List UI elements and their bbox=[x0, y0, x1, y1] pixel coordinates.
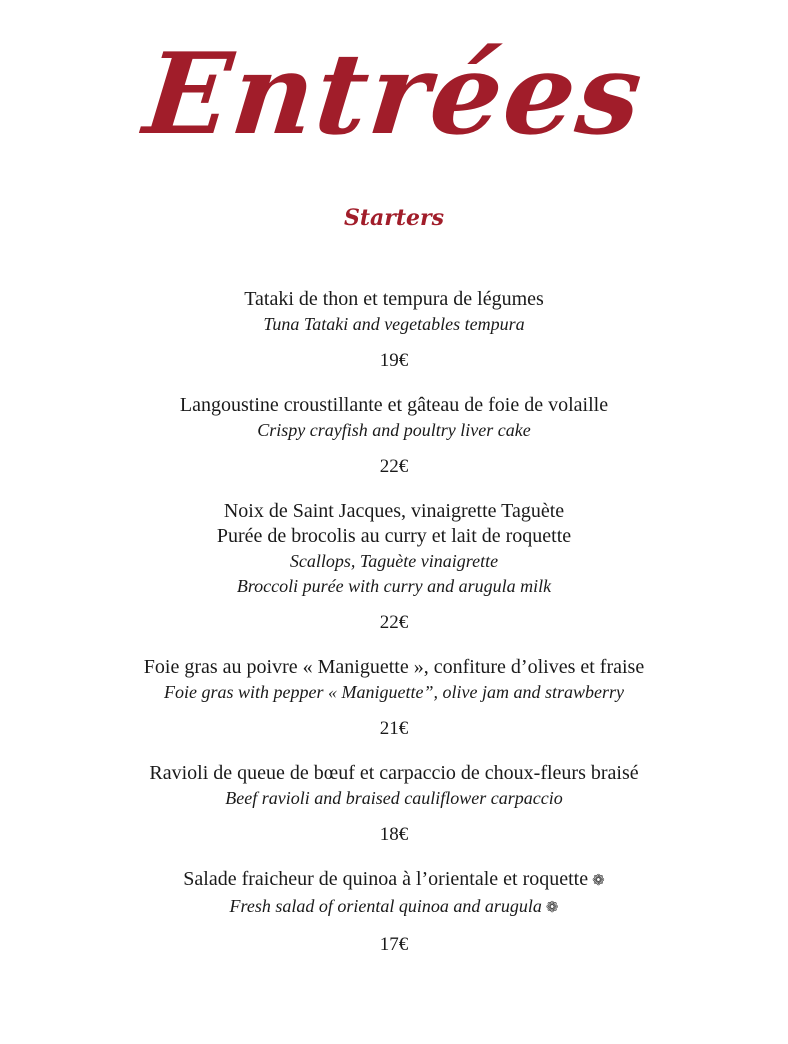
dish-name-fr: Langoustine croustillante et gâteau de foie de volaille bbox=[179, 394, 609, 416]
menu-item bbox=[0, 393, 788, 479]
menu-item bbox=[0, 499, 788, 635]
dish-name-fr: Foie gras au poivre « Maniguette », confiture d’olives et fraise bbox=[143, 656, 645, 678]
dish-price: 22€ bbox=[379, 456, 409, 477]
dish-name-en: Scallops, Taguète vinaigrette bbox=[289, 551, 499, 571]
dish-name-fr: Salade fraicheur de quinoa à l’orientale et roquette bbox=[183, 868, 589, 890]
dish-name-fr-row bbox=[0, 867, 788, 894]
menu-item bbox=[0, 655, 788, 741]
page-title: Entrées bbox=[138, 29, 650, 160]
dish-name-fr: Purée de brocolis au curry et lait de roquette bbox=[216, 525, 572, 547]
vegetarian-flower-icon: ❁ bbox=[592, 873, 605, 889]
page-subtitle: Starters bbox=[343, 205, 445, 231]
dish-name-fr: Noix de Saint Jacques, vinaigrette Taguète bbox=[223, 500, 565, 522]
dish-price: 21€ bbox=[379, 718, 409, 739]
menu-item bbox=[0, 761, 788, 847]
vegetarian-flower-icon: ❁ bbox=[545, 900, 559, 916]
menu-list bbox=[0, 287, 788, 977]
dish-name-en-row bbox=[0, 894, 788, 921]
dish-name-en: Broccoli purée with curry and arugula milk bbox=[236, 576, 552, 596]
menu-item bbox=[0, 287, 788, 373]
dish-price: 18€ bbox=[379, 824, 409, 845]
dish-name-en: Tuna Tataki and vegetables tempura bbox=[263, 314, 525, 334]
dish-name-fr: Tataki de thon et tempura de légumes bbox=[244, 288, 544, 310]
dish-price: 19€ bbox=[379, 350, 409, 371]
dish-name-en: Beef ravioli and braised cauliflower carpaccio bbox=[225, 788, 563, 808]
dish-price: 22€ bbox=[379, 612, 409, 633]
menu-item bbox=[0, 867, 788, 957]
dish-price: 17€ bbox=[379, 934, 409, 955]
dish-name-en: Fresh salad of oriental quinoa and arugula bbox=[229, 896, 542, 916]
dish-name-en: Foie gras with pepper « Maniguette”, olive jam and strawberry bbox=[164, 682, 624, 702]
dish-name-fr: Ravioli de queue de bœuf et carpaccio de choux-fleurs braisé bbox=[149, 762, 639, 784]
dish-name-en: Crispy crayfish and poultry liver cake bbox=[257, 420, 531, 440]
